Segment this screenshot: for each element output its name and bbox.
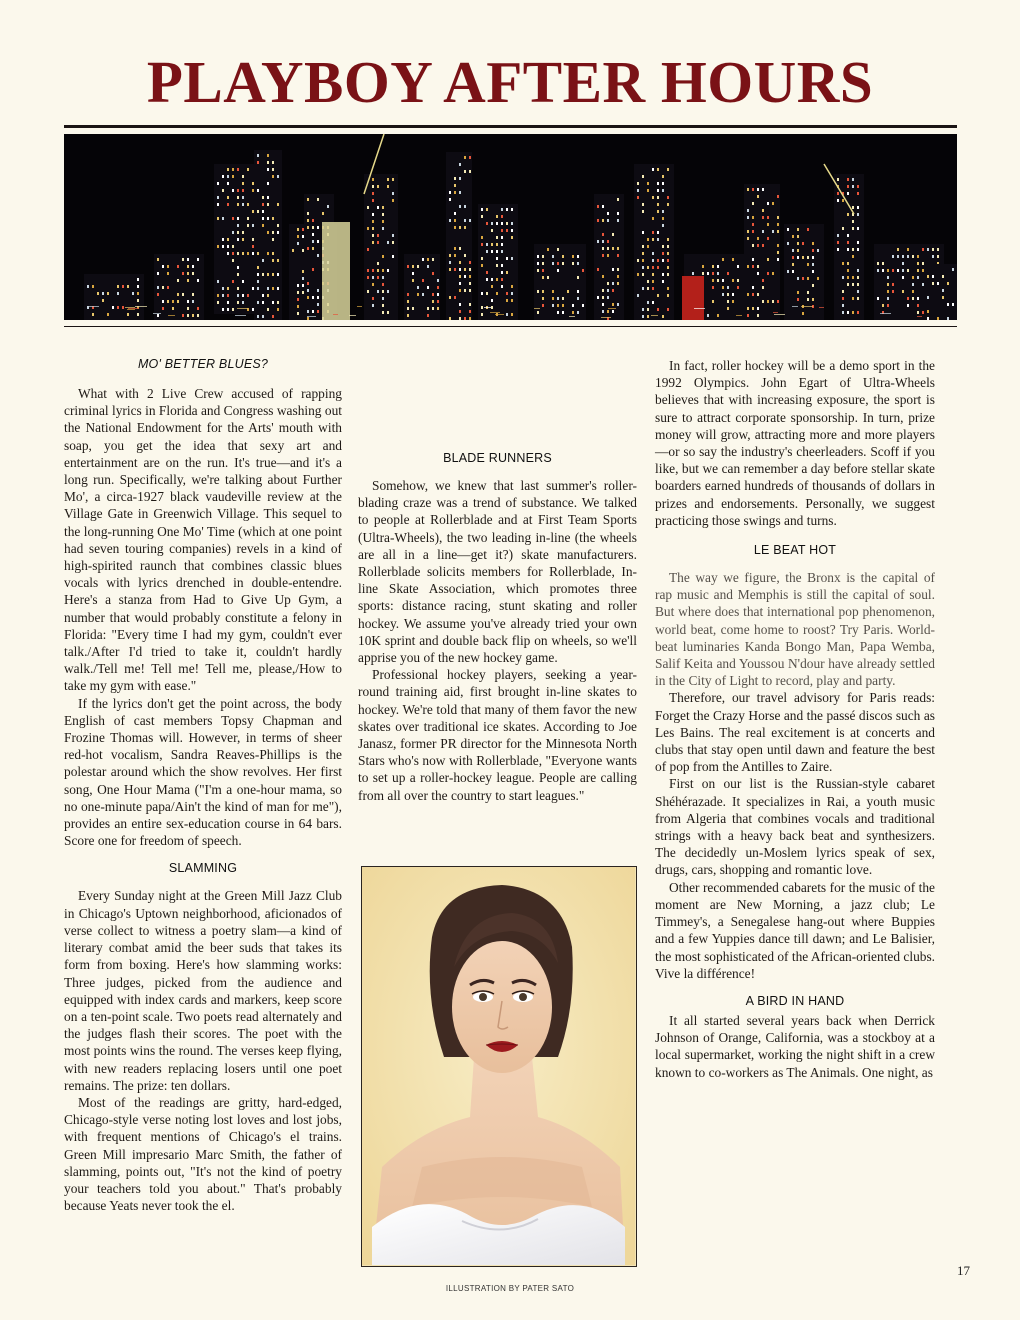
heading-blade-runners: BLADE RUNNERS (443, 451, 552, 465)
page-number: 17 (957, 1263, 970, 1278)
paragraph: What with 2 Live Crew accused of rapping criminal lyrics in Florida and Congress washing out the National Endowment for the Arts' mouth with soap, you get the idea that sexy art and entertainment are on the run. It's true—and it's a long run. Specifically, we're talking about Further Mo', a circa-1927 black vaudeville review at the Village Gate in Greenwich Village. This sequel to the long-running One Mo' Time (which at one point had seven touring companies) revels in a kind of high-spirited raunch that combines classic blues vocals with lyrics drenched in double-entendre. Here's a stanza from Had to Give Up Gym, a number that would probably constitute a felony in Florida: "Every time I had my gym, couldn't ever talk./After I'd tried to take it, couldn't hardly walk./Tell me! Tell me! Tell me, please,/How to take my gym with ease." (64, 386, 342, 694)
paragraph: Somehow, we knew that last summer's roller-blading craze was a trend of substance. We talked to people at Rollerblade and at First Team Sports (Ultra-Wheels), the two leading in-line (the wheels are all in a line—get it?) skate manufacturers. Rollerblade solicits members for Rollerblade, In-line Skate Association, which promotes three sports: distance racing, stunt skating and roller hockey. We assume you've already tried your own 10K sprint and double back flip on wheels, so we'll apprise you of the new hockey game. (358, 478, 637, 666)
skyline-svg (64, 134, 957, 320)
column-1 (64, 357, 342, 1214)
portrait-illustration (361, 866, 637, 1267)
heading-le-beat-hot: LE BEAT HOT (753, 543, 837, 558)
paragraph: Other recommended cabarets for the music of the moment are New Morning, a jazz club; Le Timmey's, a Senegalese hang-out where Buppies and a few Yuppies dance till dawn; and Le Balisier, the most sophisticated of the African-oriented clubs. Vive la différence! (655, 879, 936, 981)
column-2 (358, 357, 637, 804)
paragraph: Therefore, our travel advisory for Paris reads: Forget the Crazy Horse and the passé discos such as Les Bains. The real excitement is at concerts and clubs that stay open until dawn and feature the best of pop from the Antilles to Zaire. (655, 690, 935, 775)
heading-slamming: SLAMMING (168, 861, 238, 876)
paragraph: If the lyrics don't get the point across, the body English of cast members Topsy Chapman and Frozine Thomas will. However, in terms of sheer red-hot vocalism, Sandra Reaves-Phillips is the polestar around which the show revolves. Her first song, One Hour Mama ("I'm a one-hour mama, so no one-minute papa/Ain't the kind of man for me"), provides an entire sex-education course in 64 bars. Score one for freedom of speech. (64, 695, 342, 849)
paragraph: The way we figure, the Bronx is the capital of rap music and Memphis is still the capital of soul. But where does that international pop phenomenon, world beat, come home to roost? Try Paris. World-beat luminaries Kanda Bongo Man, Papa Wemba, Salif Keita and Youssou N'dour have already settled in the City of Light to record, play and party. (655, 570, 935, 689)
portrait-svg (362, 867, 635, 1265)
city-skyline-illustration (64, 134, 957, 320)
paragraph: Every Sunday night at the Green Mill Jazz Club in Chicago's Uptown neighborhood, aficionados of verse collect to witness a poetry slam—a kind of literary combat amid the beer suds that takes its form from boxing. Here's how slamming works: Three judges, picked from the audience and equipped with index cards and markers, keep score on a ten-point scale. Two poets read alternately and the judges flash their scores. The poet with the most points wins the round. The verses keep flying, with new readers replacing losers until one poet remains. The prize: ten dollars. (64, 888, 342, 1093)
paragraph: Professional hockey players, seeking a year-round training aid, first brought in-line skates to hockey. We're told that many of them favor the new skates over traditional ice skates. According to Joe Janasz, former PR director for the Minnesota North Stars who's now with Rollerblade, "Everyone wants to set up a roller-hockey league. People are calling from all over the country to start leagues." (358, 667, 637, 803)
paragraph: It all started several years back when Derrick Johnson of Orange, California, was a stockboy at a local supermarket, working the night shift in a crew known to co-workers as The Animals. One night, as (655, 1012, 935, 1080)
masthead-rule-top (64, 125, 957, 128)
paragraph: Most of the readings are gritty, hard-edged, Chicago-style verse noting lost loves and lost jobs, with frequent mentions of Chicago's el trains. Green Mill impresario Marc Smith, the father of slamming, points out, "It's not the kind of poetry your teachers told you about." That's probably because Yeats never took the el. (64, 1094, 342, 1214)
banner-rule-bottom (64, 326, 957, 327)
masthead: PLAYBOY AFTER HOURS (146, 49, 874, 115)
paragraph: First on our list is the Russian-style cabaret Shéhérazade. It specializes in Rai, a youth music from Algeria that combines vocals and traditional strings with a heavy back beat and synthesizers. The decidedly un-Moslem lyrics speak of sex, drugs, cars, shopping and romantic love. (655, 776, 935, 878)
column-3 (655, 357, 935, 1081)
paragraph: In fact, roller hockey will be a demo sport in the 1992 Olympics. John Egart of Ultra-Wheels believes that with increasing exposure, the sport is sure to attract corporate sponsorship. In turn, prize money will grow, attracting more and more players—or so say the industry's cheerleaders. Scoff if you like, but we can remember a day before stellar skate boarders earned hundreds of thousands of dollars in prizes and endorsements. Personally, we suggest practicing those swings and turns. (655, 358, 935, 528)
heading-a-bird-in-hand: A BIRD IN HAND (745, 993, 845, 1008)
heading-mo-better-blues: MO' BETTER BLUES? (137, 357, 269, 371)
illustration-credit: ILLUSTRATION BY PATER SATO (445, 1284, 575, 1293)
